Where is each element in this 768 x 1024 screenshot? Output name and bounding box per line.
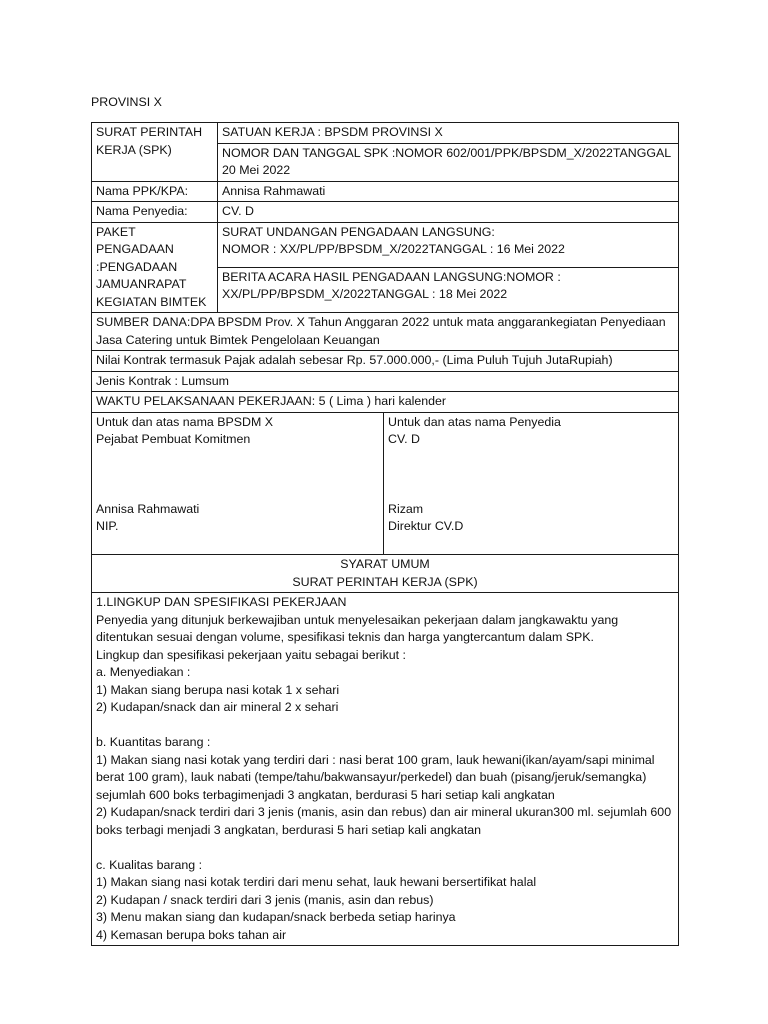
lingkup-row [92,593,679,946]
surat-undangan-title: SURAT UNDANGAN PENGADAAN LANGSUNG: [222,224,495,239]
signature-right [384,412,679,555]
waktu-row [92,392,679,413]
signature-right-behalf: Untuk dan atas nama Penyedia [388,414,561,429]
waktu-pelaksanaan: WAKTU PELAKSANAAN PEKERJAAN: 5 ( Lima ) hari kalender [92,392,679,413]
nilai-kontrak: Nilai Kontrak termasuk Pajak adalah sebesar Rp. 57.000.000,- (Lima Puluh Tujuh JutaRupiah) [92,351,679,372]
signature-right-id: Direktur CV.D [388,519,464,533]
nomor-tanggal: NOMOR DAN TANGGAL SPK :NOMOR 602/001/PPK/BPSDM_X/2022TANGGAL 20 Mei 2022 [218,143,679,181]
list-item: 2) Kudapan / snack terdiri dari 3 jenis (manis, asin dan rebus) [96,892,434,907]
signature-left-name: Annisa Rahmawati [96,501,200,516]
sumber-dana-row [92,313,679,351]
surat-undangan [218,222,679,267]
syarat-umum-subtitle: SURAT PERINTAH KERJA (SPK) [292,574,478,589]
signature-left [92,412,384,555]
signature-row [92,412,679,555]
surat-undangan-number: NOMOR : XX/PL/PP/BPSDM_X/2022TANGGAL : 16 Mei 2022 [222,242,565,256]
ppk-label: Nama PPK/KPA: [92,181,218,202]
jenis-kontrak-row [92,371,679,392]
spk-header-row [92,123,679,144]
berita-acara-number: XX/PL/PP/BPSDM_X/2022TANGGAL : 18 Mei 2022 [222,287,508,302]
syarat-umum [92,555,679,593]
ppk-value: Annisa Rahmawati [218,181,679,202]
paket-label: PAKET PENGADAAN :PENGADAAN JAMUANRAPAT KEGIATAN BIMTEK [92,222,218,313]
penyedia-value: CV. D [218,202,679,223]
spk-table [91,122,679,946]
signature-left-behalf: Untuk dan atas nama BPSDM X [96,414,273,429]
section-b-title: b. Kuantitas barang : [96,735,211,749]
list-item: 2) Kudapan/snack dan air mineral 2 x sehari [96,700,339,714]
list-item: 1) Makan siang berupa nasi kotak 1 x sehari [96,682,340,697]
lingkup-intro: Penyedia yang ditunjuk berkewajiban untuk menyelesaikan pekerjaan dalam jangkawaktu yang ditentukan sesuai dengan volume, spesifikasi teknis dan harga yangtercantum dalam SPK. [96,612,619,644]
lingkup-section [92,593,679,946]
penyedia-label: Nama Penyedia: [92,202,218,223]
section-c-title: c. Kualitas barang : [96,857,203,872]
berita-acara-title: BERITA ACARA HASIL PENGADAAN LANGSUNG:NOMOR : [222,269,561,284]
syarat-umum-row [92,555,679,593]
syarat-umum-title: SYARAT UMUM [340,557,430,571]
lingkup-heading: 1.LINGKUP DAN SPESIFIKASI PEKERJAAN [96,595,347,609]
list-item: 4) Kemasan berupa boks tahan air [96,927,287,942]
paket-row-1 [92,222,679,267]
list-item: 1) Makan siang nasi kotak terdiri dari menu sehat, lauk hewani bersertifikat halal [96,875,537,889]
signature-left-id: NIP. [96,519,119,533]
lingkup-lead: Lingkup dan spesifikasi pekerjaan yaitu sebagai berikut : [96,647,406,662]
satuan-kerja: SATUAN KERJA : BPSDM PROVINSI X [218,123,679,144]
list-item: 1) Makan siang nasi kotak yang terdiri dari : nasi berat 100 gram, lauk hewani(ikan/ayam/sapi minimal berat 100 gram), lauk nabati (tempe/tahu/bakwansayur/perkedel) dan buah (pisang/jeruk/semangka) sejumlah 600 boks terbagimenjadi 3 angkatan, berdurasi 5 hari setiap kali angkatan [96,752,655,802]
section-a-title: a. Menyediakan : [96,665,191,679]
doc-type: SURAT PERINTAH KERJA (SPK) [96,125,203,157]
list-item: 2) Kudapan/snack terdiri dari 3 jenis (manis, asin dan rebus) dan air mineral ukuran300 ml. sejumlah 600 boks terbagi menjadi 3 angkatan, berdurasi 5 hari setiap kali angkatan [96,805,672,837]
ppk-row [92,181,679,202]
list-item: 3) Menu makan siang dan kudapan/snack berbeda setiap harinya [96,910,456,924]
penyedia-row [92,202,679,223]
signature-right-name: Rizam [388,501,424,516]
doc-type-cell [92,123,218,182]
sumber-dana: SUMBER DANA:DPA BPSDM Prov. X Tahun Anggaran 2022 untuk mata anggarankegiatan Penyediaan Jasa Catering untuk Bimtek Pengelolaan Keuangan [92,313,679,351]
province-heading: PROVINSI X [91,95,162,109]
berita-acara [218,267,679,312]
nilai-kontrak-row [92,351,679,372]
jenis-kontrak: Jenis Kontrak : Lumsum [92,371,679,392]
signature-right-role: CV. D [388,432,420,446]
signature-left-role: Pejabat Pembuat Komitmen [96,432,251,446]
